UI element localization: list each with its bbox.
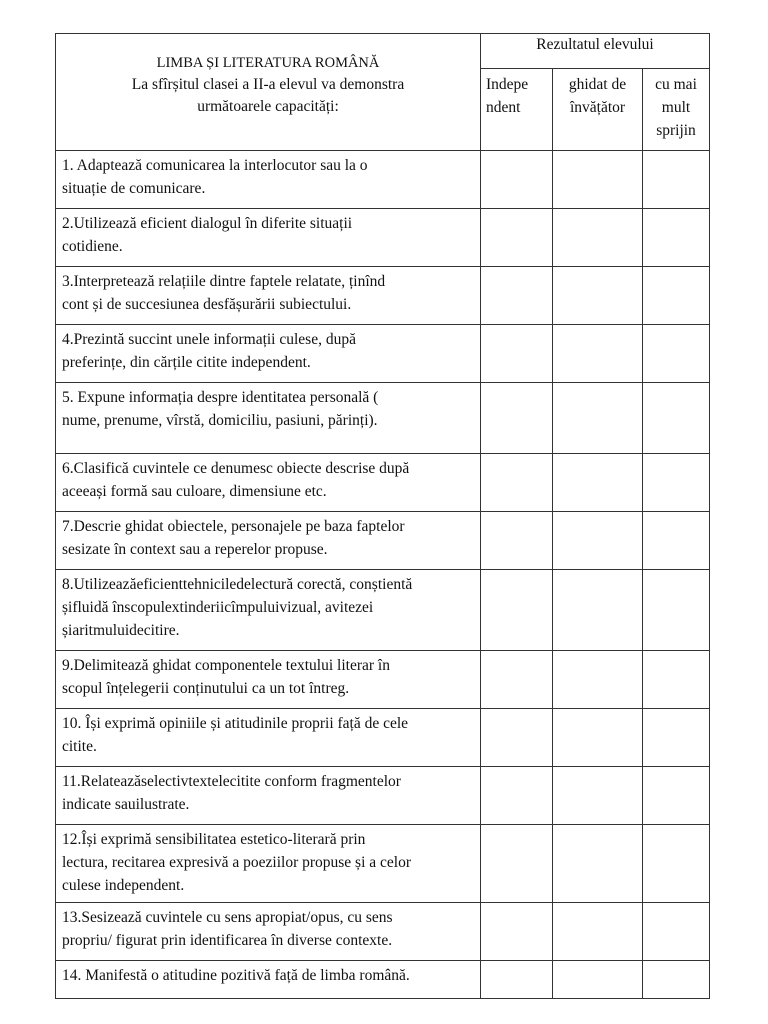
table-row: [56, 512, 710, 570]
competency-text: [56, 709, 481, 767]
competency-text: [56, 267, 481, 325]
competency-line: 9.Delimitează ghidat componentele textului literar în: [62, 657, 390, 674]
competency-line: culese independent.: [62, 877, 185, 894]
col-independent-header: [481, 69, 553, 151]
competency-line: 1. Adaptează comunicarea la interlocutor sau la o: [62, 157, 368, 174]
competency-text: [56, 651, 481, 709]
subtitle-line1: La sfîrșitul clasei a II-a elevul va demonstra: [131, 76, 405, 93]
subtitle-line2: următoarele capacități:: [197, 98, 339, 115]
cell-more-help[interactable]: [643, 709, 710, 767]
cell-guided[interactable]: [553, 651, 643, 709]
competency-text: [56, 903, 481, 961]
col-more-l3: sprijin: [656, 122, 696, 139]
result-header: Rezultatul elevului: [481, 34, 710, 69]
table-row: [56, 709, 710, 767]
cell-independent[interactable]: [481, 209, 553, 267]
table-row: [56, 825, 710, 903]
table-row: [56, 651, 710, 709]
competency-line: 12.Își exprimă sensibilitatea estetico-literară prin: [62, 831, 366, 848]
cell-more-help[interactable]: [643, 454, 710, 512]
cell-independent[interactable]: [481, 903, 553, 961]
competency-line: aceeași formă sau culoare, dimensiune etc.: [62, 483, 327, 500]
col-more-help-header: [643, 69, 710, 151]
competency-line: 13.Sesizează cuvintele cu sens apropiat/opus, cu sens: [62, 909, 393, 926]
competency-line: nume, prenume, vîrstă, domiciliu, pasiuni, părinți).: [62, 412, 378, 429]
col-guided-l1: ghidat de: [568, 76, 627, 93]
cell-independent[interactable]: [481, 512, 553, 570]
cell-guided[interactable]: [553, 383, 643, 454]
cell-more-help[interactable]: [643, 209, 710, 267]
cell-more-help[interactable]: [643, 961, 710, 999]
cell-more-help[interactable]: [643, 267, 710, 325]
competency-line: 7.Descrie ghidat obiectele, personajele pe baza faptelor: [62, 518, 405, 535]
cell-more-help[interactable]: [643, 512, 710, 570]
competency-text: [56, 383, 481, 454]
col-guided-l2: învățător: [569, 99, 626, 116]
cell-independent[interactable]: [481, 570, 553, 651]
cell-independent[interactable]: [481, 767, 553, 825]
competency-line: 6.Clasifică cuvintele ce denumesc obiecte descrise după: [62, 460, 410, 477]
cell-guided[interactable]: [553, 903, 643, 961]
cell-guided[interactable]: [553, 325, 643, 383]
competency-line: sesizate în context sau a reperelor propuse.: [62, 541, 328, 558]
competency-line: situație de comunicare.: [62, 180, 206, 197]
cell-independent[interactable]: [481, 961, 553, 999]
table-title-cell: [56, 34, 481, 151]
competency-line: citite.: [62, 738, 97, 755]
table-row: [56, 383, 710, 454]
competency-text: [56, 825, 481, 903]
competency-line: lectura, recitarea expresivă a poeziilor propuse și a celor: [62, 854, 411, 871]
competency-line: 11.Relateazăselectivtextelecitite conform fragmentelor: [62, 773, 401, 790]
competency-text: [56, 767, 481, 825]
competency-text: [56, 325, 481, 383]
competency-line: 5. Expune informația despre identitatea personală (: [62, 389, 379, 406]
competency-line: 8.Utilizeazăeficienttehniciledelectură corectă, conștientă: [62, 576, 413, 593]
assessment-table: [55, 33, 710, 999]
col-more-l2: mult: [661, 99, 691, 116]
competency-line: 4.Prezintă succint unele informații culese, după: [62, 331, 356, 348]
table-row: [56, 767, 710, 825]
cell-guided[interactable]: [553, 961, 643, 999]
competency-line: șiaritmuluidecitire.: [62, 622, 180, 639]
cell-more-help[interactable]: [643, 383, 710, 454]
cell-independent[interactable]: [481, 454, 553, 512]
competency-line: 3.Interpretează relațiile dintre faptele relatate, ținînd: [62, 273, 386, 290]
col-guided-header: [553, 69, 643, 151]
cell-more-help[interactable]: [643, 903, 710, 961]
table-row: [56, 267, 710, 325]
cell-more-help[interactable]: [643, 651, 710, 709]
cell-more-help[interactable]: [643, 825, 710, 903]
competency-line: 14. Manifestă o atitudine pozitivă față de limba română.: [62, 967, 410, 984]
cell-independent[interactable]: [481, 325, 553, 383]
table-row: [56, 454, 710, 512]
table-row: [56, 151, 710, 209]
competency-text: [56, 209, 481, 267]
competency-line: preferințe, din cărțile citite independent.: [62, 354, 311, 371]
cell-guided[interactable]: [553, 151, 643, 209]
competency-line: 10. Își exprimă opiniile și atitudinile proprii față de cele: [62, 715, 409, 732]
cell-independent[interactable]: [481, 151, 553, 209]
cell-more-help[interactable]: [643, 151, 710, 209]
cell-guided[interactable]: [553, 454, 643, 512]
col-independent-l1: Indepe: [486, 76, 529, 93]
col-more-l1: cu mai: [655, 76, 697, 93]
cell-guided[interactable]: [553, 825, 643, 903]
competency-line: propriu/ figurat prin identificarea în diverse contexte.: [62, 932, 393, 949]
col-independent-l2: ndent: [486, 99, 521, 116]
cell-independent[interactable]: [481, 709, 553, 767]
table-row: [56, 325, 710, 383]
competency-line: șifluidă înscopulextinderiicîmpuluivizual, avitezei: [62, 599, 374, 616]
cell-independent[interactable]: [481, 651, 553, 709]
competency-text: [56, 151, 481, 209]
competency-line: cont și de succesiunea desfășurării subiectului.: [62, 296, 352, 313]
table-row: [56, 961, 710, 999]
cell-guided[interactable]: [553, 512, 643, 570]
cell-independent[interactable]: [481, 267, 553, 325]
cell-guided[interactable]: [553, 209, 643, 267]
competency-line: cotidiene.: [62, 238, 123, 255]
competency-line: indicate sauilustrate.: [62, 796, 190, 813]
table-row: [56, 209, 710, 267]
competency-text: [56, 454, 481, 512]
cell-more-help[interactable]: [643, 767, 710, 825]
cell-independent[interactable]: [481, 383, 553, 454]
competency-line: 2.Utilizează eficient dialogul în diferite situații: [62, 215, 353, 232]
competency-text: [56, 570, 481, 651]
table-row: [56, 570, 710, 651]
competency-rows: [56, 151, 710, 999]
competency-text: [56, 961, 481, 999]
competency-text: [56, 512, 481, 570]
cell-guided[interactable]: [553, 767, 643, 825]
cell-independent[interactable]: [481, 825, 553, 903]
competency-line: scopul înțelegerii conținutului ca un tot întreg.: [62, 680, 350, 697]
cell-more-help[interactable]: [643, 325, 710, 383]
table-row: [56, 903, 710, 961]
cell-guided[interactable]: [553, 709, 643, 767]
cell-more-help[interactable]: [643, 570, 710, 651]
cell-guided[interactable]: [553, 570, 643, 651]
subject-title: LIMBA ȘI LITERATURA ROMÂNĂ: [156, 55, 380, 71]
cell-guided[interactable]: [553, 267, 643, 325]
